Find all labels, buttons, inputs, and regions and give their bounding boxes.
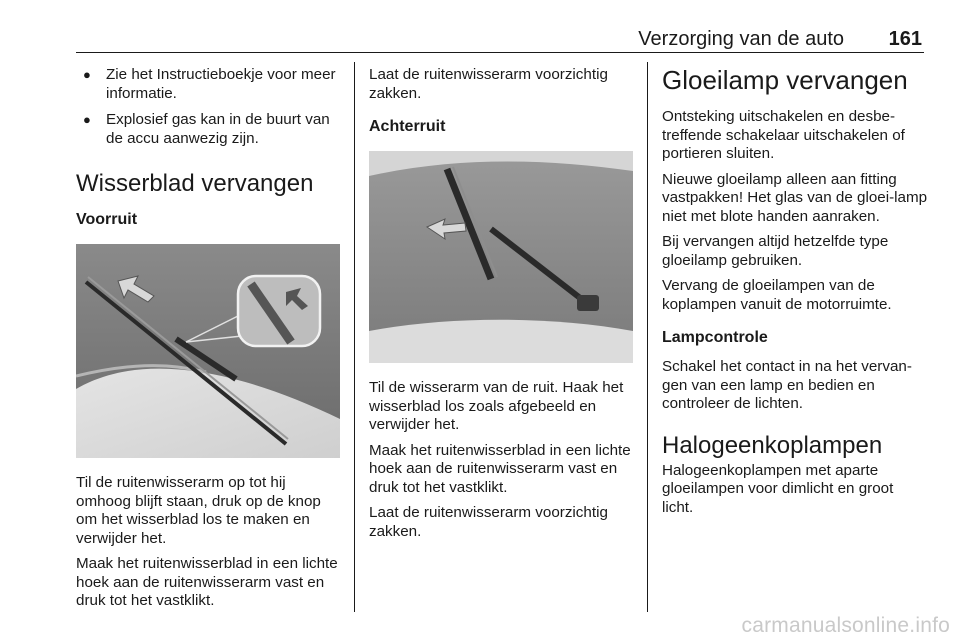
page-number: 161 [888, 28, 922, 50]
paragraph: Laat de ruitenwisserarm voorzichtig zakken. [369, 504, 608, 540]
paragraph: Til de ruitenwisserarm op tot hij omhoog blijft staan, druk op de knop om het wisserblad los te maken en verwijder het. [76, 474, 321, 547]
header-rule [76, 52, 924, 53]
paragraph: Halogeenkoplampen met aparte gloeilampen voor dimlicht en groot licht. [662, 461, 894, 516]
paragraph: Nieuwe gloeilamp alleen aan fitting vastpakken! Het glas van de gloei-lamp niet met blote handen aanraken. [662, 170, 928, 225]
left-column [76, 66, 342, 618]
paragraph: Maak het ruitenwisserblad in een lichte hoek aan de ruitenwisserarm vast en druk tot het vastklikt. [369, 441, 631, 496]
windshield-wiper-illustration [76, 244, 340, 458]
right-column [662, 64, 928, 524]
page-header [76, 24, 924, 50]
paragraph: Vervang de gloeilampen van de koplampen vanuit de motorruimte. [662, 277, 892, 313]
paragraph: Ontsteking uitschakelen en desbe-treffende schakelaar uitschakelen of portieren sluiten. [662, 108, 905, 162]
section-heading-wisserblad: Wisserblad vervangen [76, 170, 314, 197]
bullet-item: ● Zie het Instructieboekje voor meer informatie. [76, 66, 342, 103]
rear-wiper-illustration [369, 151, 633, 363]
subheading-achterruit: Achterruit [369, 118, 446, 135]
header-title: Verzorging van de auto [638, 28, 844, 50]
paragraph: Maak het ruitenwisserblad in een lichte hoek aan de ruitenwisserarm vast en druk tot het vastklikt. [76, 555, 338, 609]
paragraph: Schakel het contact in na het vervan-gen van een lamp en bedien en controleer de lichten. [662, 358, 912, 412]
bullet-list [76, 66, 342, 148]
subheading-voorruit: Voorruit [76, 211, 138, 228]
watermark: carmanualsonline.info [741, 614, 950, 637]
paragraph: Laat de ruitenwisserarm voorzichtig zakken. [369, 66, 608, 102]
column-divider-1 [354, 62, 355, 612]
section-heading-halogeen: Halogeenkoplampen [662, 431, 883, 459]
middle-column [369, 66, 635, 548]
paragraph: Til de wisserarm van de ruit. Haak het wisserblad los zoals afgebeeld en verwijder het. [369, 379, 624, 433]
subheading-lampcontrole: Lampcontrole [662, 329, 768, 346]
paragraph: Bij vervangen altijd hetzelfde type gloeilamp gebruiken. [662, 233, 889, 269]
section-heading-gloeilamp: Gloeilamp vervangen [662, 65, 908, 95]
bullet-item: ● Explosief gas kan in de buurt van de accu aanwezig zijn. [76, 111, 342, 148]
column-divider-2 [647, 62, 648, 612]
